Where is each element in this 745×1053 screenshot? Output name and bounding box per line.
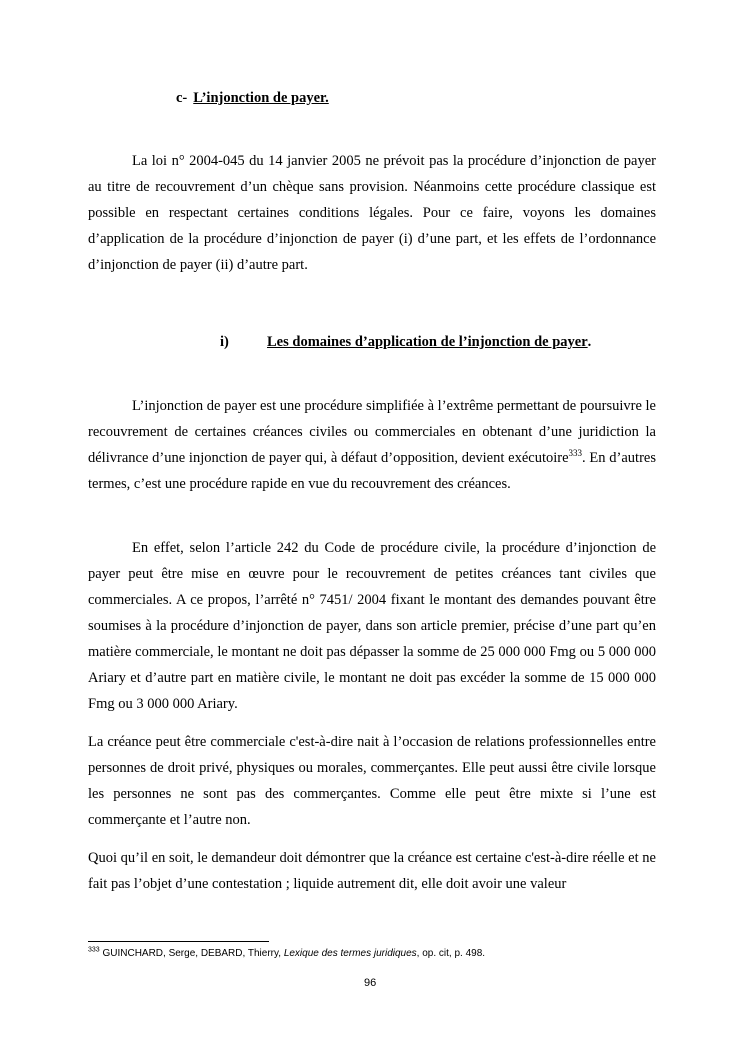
page-number: 96 <box>364 977 377 989</box>
section-i-title-wrap <box>267 334 591 351</box>
paragraph-1 <box>88 393 656 497</box>
section-c-heading <box>176 90 329 107</box>
footnote-reference[interactable]: 333 <box>568 448 583 459</box>
section-i-heading <box>220 334 592 351</box>
section-i-title: Les domaines d’application de l’injonction de payer <box>267 334 588 350</box>
paragraph-2: En effet, selon l’article 242 du Code de procédure civile, la procédure d’injonction de payer peut être mise en œuvre pour le recouvrement de petites créances tant civiles que commerciales. A ce propos, l’arrêté n° 7451/ 2004 fixant le montant des demandes pouvant être soumises à la procédure d’injonction de payer, dans son article premier, précise d’une part qu’en matière commerciale, le montant ne doit pas dépasser la somme de 25 000 000 Fmg ou 5 000 000 Ariary et d’autre part en matière civile, le montant ne doit pas excéder la somme de 15 000 000 Fmg ou 3 000 000 Ariary. <box>88 540 656 712</box>
footnote-rest: , op. cit, p. 498. <box>416 948 486 959</box>
section-c-label: c- <box>176 90 188 106</box>
footnote-authors: GUINCHARD, Serge, DEBARD, Thierry, <box>99 948 284 959</box>
footnote-number: 333 <box>88 946 100 954</box>
footnote-work-title: Lexique des termes juridiques <box>283 948 417 959</box>
footnote-separator <box>88 941 269 942</box>
paragraph-1-text-end: . En d’autres termes, c’est une procédure rapide en vue du recouvrement des créances. <box>88 450 656 492</box>
section-c-title: L’injonction de payer. <box>193 90 329 106</box>
section-i-label: i) <box>220 334 229 350</box>
paragraph-4: Quoi qu’il en soit, le demandeur doit démontrer que la créance est certaine c'est-à-dire réelle et ne fait pas l’objet d’une contestation ; liquide autrement dit, elle doit avoir une valeur <box>88 850 656 892</box>
section-i-title-end: . <box>587 334 592 350</box>
intro-paragraph: La loi n° 2004-045 du 14 janvier 2005 ne prévoit pas la procédure d’injonction de payer au titre de recouvrement d’un chèque sans provision. Néanmoins cette procédure classique est possible en respectant certaines conditions légales. Pour ce faire, voyons les domaines d’application de la procédure d’injonction de payer (i) d’une part, et les effets de l’ordonnance d’injonction de payer (ii) d’autre part. <box>88 153 656 273</box>
paragraph-1-text: L’injonction de payer est une procédure simplifiée à l’extrême permettant de poursuivre le recouvrement de certaines créances civiles ou commerciales en obtenant d’une juridiction la délivrance d’une injonction de payer qui, à défaut d’opposition, devient exécutoire <box>88 398 656 466</box>
footnote <box>88 948 485 959</box>
paragraph-3: La créance peut être commerciale c'est-à-dire nait à l’occasion de relations professionnelles entre personnes de droit privé, physiques ou morales, commerçantes. Elle peut aussi être civile lorsque les personnes ne sont pas des commerçantes. Comme elle peut être mixte si l’une est commerçante et l’autre non. <box>88 734 656 828</box>
